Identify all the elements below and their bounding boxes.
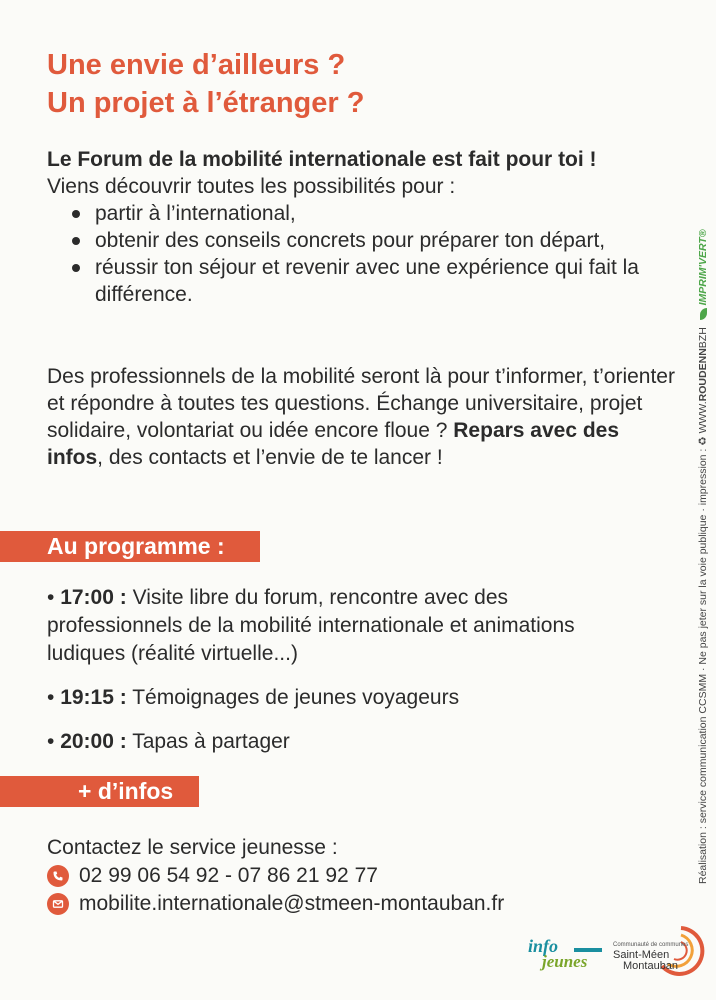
schedule-time: 20:00 : — [60, 730, 127, 753]
printer-brand: ROUDENN — [697, 348, 709, 402]
schedule-time: 17:00 : — [60, 586, 127, 609]
credits-text: Réalisation : service communication CCSMM · Ne pas jeter sur la voie publique · impression : — [697, 448, 709, 884]
headline — [47, 46, 364, 122]
info-jeunes-logo — [528, 936, 602, 971]
paragraph-text-end: , des contacts et l’envie de te lancer ! — [97, 446, 443, 469]
printer-web: WWW. — [697, 401, 709, 434]
schedule-text: Témoignages de jeunes voyageurs — [126, 686, 460, 709]
paragraph-highlight: Repars avec des infos — [47, 419, 620, 469]
bullet-item: réussir ton séjour et revenir avec une expérience qui fait la différence. — [47, 254, 657, 308]
phone-row — [47, 862, 504, 890]
side-credits — [697, 64, 709, 884]
infos-heading: + d’infos — [0, 776, 199, 807]
intro-section — [47, 146, 657, 308]
email-row — [47, 890, 504, 918]
phone-numbers[interactable]: 02 99 06 54 92 - 07 86 21 92 77 — [79, 864, 378, 887]
intro-lead: Le Forum de la mobilité internationale est fait pour toi ! — [47, 148, 597, 171]
intro-bullets — [47, 200, 657, 308]
email-address[interactable]: mobilite.internationale@stmeen-montauban.fr — [79, 892, 505, 915]
intro-line: Viens découvrir toutes les possibilités pour : — [47, 175, 456, 198]
paragraph-text: Des professionnels de la mobilité seront là pour t’informer, t’orienter et répondre à toutes tes questions. Échange universitaire, projet solidaire, volontariat ou idée encore floue ? — [47, 365, 675, 442]
program-heading: Au programme : — [0, 531, 260, 562]
schedule-time: 19:15 : — [60, 686, 127, 709]
ccsmm-logo-line1: Saint-Méen — [613, 949, 670, 961]
email-icon — [47, 893, 69, 915]
leaf-icon — [700, 308, 707, 320]
recycle-icon: ♻ — [697, 436, 709, 446]
imprim-vert-label: IMPRIM'VERT® — [697, 229, 709, 306]
bullet-item: partir à l’international, — [47, 200, 657, 227]
ccsmm-logo-line2: Montauban — [623, 960, 679, 972]
headline-line-1: Une envie d’ailleurs ? — [47, 49, 346, 81]
headline-line-2: Un projet à l’étranger ? — [47, 87, 365, 119]
schedule-text: Visite libre du forum, rencontre avec des professionnels de la mobilité internationale et animations ludiques (réalité virtuelle...) — [47, 586, 575, 665]
description-paragraph — [47, 363, 677, 471]
ccsmm-logo — [610, 924, 708, 984]
bullet-item: obtenir des conseils concrets pour préparer ton départ, — [47, 227, 657, 254]
schedule-item: • 19:15 : Témoignages de jeunes voyageurs — [47, 686, 460, 709]
schedule-text: Tapas à partager — [126, 730, 290, 753]
printer-suffix: BZH — [697, 327, 709, 349]
schedule-item: • 17:00 : Visite libre du forum, rencontre avec des professionnels de la mobilité internationale et animations ludiques (réalité virtuelle...) — [47, 586, 575, 665]
info-jeunes-logo-line2: jeunes — [542, 952, 588, 971]
info-jeunes-logo-line1: info — [528, 936, 559, 956]
schedule-item: • 20:00 : Tapas à partager — [47, 730, 290, 753]
phone-icon — [47, 865, 69, 887]
program-schedule — [47, 584, 607, 772]
contact-line: Contactez le service jeunesse : — [47, 836, 338, 859]
contact-section — [47, 834, 504, 918]
ccsmm-logo-small: Communauté de communes — [613, 942, 689, 948]
